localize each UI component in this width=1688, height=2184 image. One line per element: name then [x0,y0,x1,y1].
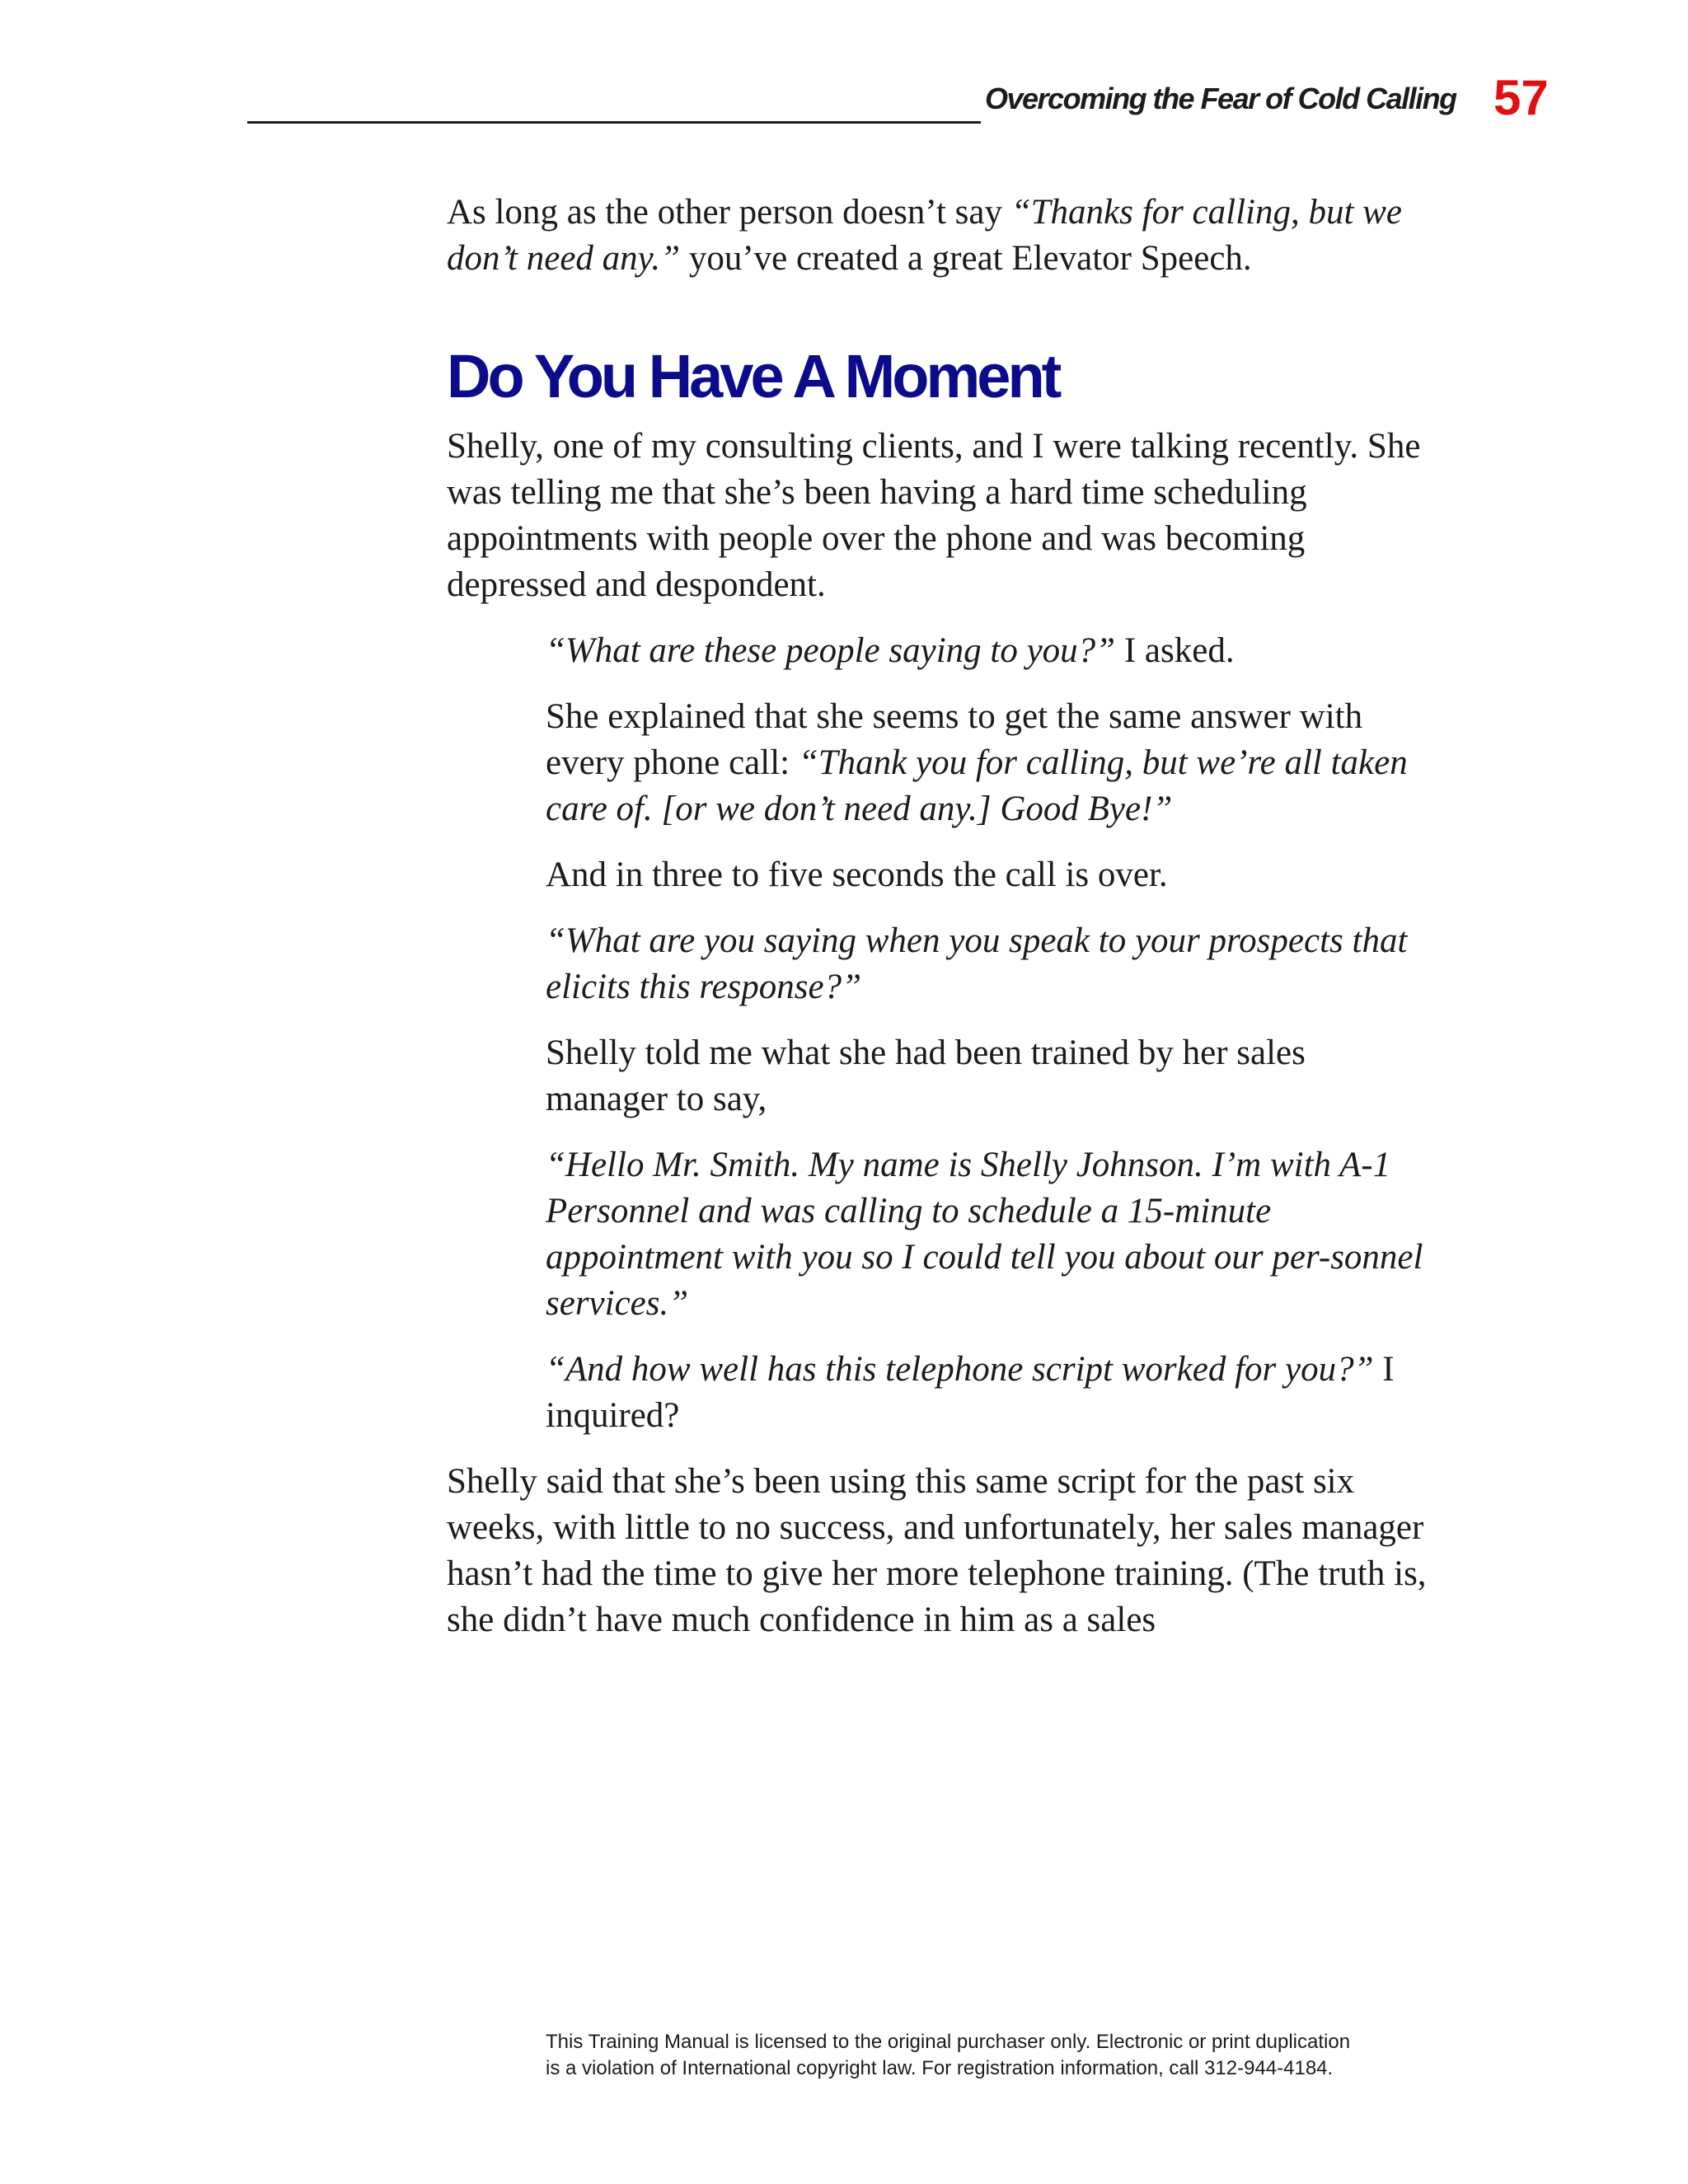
question-1-italic: “What are these people saying to you?” [546,631,1116,670]
dialogue-question-2 [546,918,1436,1010]
intro-text-before: As long as the other person doesn’t say [447,193,1011,232]
question-3-rest: I inquired? [546,1350,1395,1435]
question-2-italic: “What are you saying when you speak to your prospects that elicits this response?” [546,921,1408,1006]
footer-line-2: is a violation of International copyright law. For registration information, call 312-944-4184. [546,2057,1334,2079]
page-content [447,190,1436,1663]
dialogue-question-1 [546,628,1436,674]
footer-line-1: This Training Manual is licensed to the original purchaser only. Electronic or print duplication [546,2031,1351,2053]
dialogue-script-quote [546,1142,1436,1327]
answer-1-text: She explained that she seems to get the same answer with every phone call: [546,697,1363,782]
intro-paragraph [447,190,1436,282]
page-number: 57 [1493,70,1549,125]
running-header-title: Overcoming the Fear of Cold Calling [985,82,1456,115]
dialogue-line-trained: Shelly told me what she had been trained by her sales manager to say, [546,1033,1306,1118]
answer-1-quote: “Thank you for calling, but we’re all taken care of. [or we don’t need any.] Good Bye!” [546,743,1408,828]
intro-quote: “Thanks for calling, but we don’t need any.” [447,193,1402,278]
question-1-rest: I asked. [1115,631,1235,670]
intro-text-after: you’ve created a great Elevator Speech. [680,239,1252,278]
dialogue-question-3 [546,1347,1436,1439]
question-3-italic: “And how well has this telephone script worked for you?” [546,1350,1374,1389]
section-heading: Do You Have A Moment [447,342,1059,410]
script-quote-italic: “Hello Mr. Smith. My name is Shelly Johnson. I’m with A-1 Personnel and was calling to schedule a 15-minute appointment with you so I could tell you about our per-sonnel services.” [546,1146,1423,1323]
dialogue-line-call-over: And in three to five seconds the call is over. [546,855,1168,894]
dialogue-answer-1 [546,694,1436,832]
header-rule [247,121,981,124]
body-paragraph-final: Shelly said that she’s been using this same script for the past six weeks, with little to no success, and unfortunately, her sales manager hasn’t had the time to give her more telephone training. (The truth is, she didn’t have much confidence in him as a sales [447,1462,1427,1639]
body-paragraph-1: Shelly, one of my consulting clients, and I were talking recently. She was telling me that she’s been having a hard time scheduling appointments with people over the phone and was becoming depressed and despondent. [447,427,1421,604]
copyright-footer [546,2029,1452,2082]
